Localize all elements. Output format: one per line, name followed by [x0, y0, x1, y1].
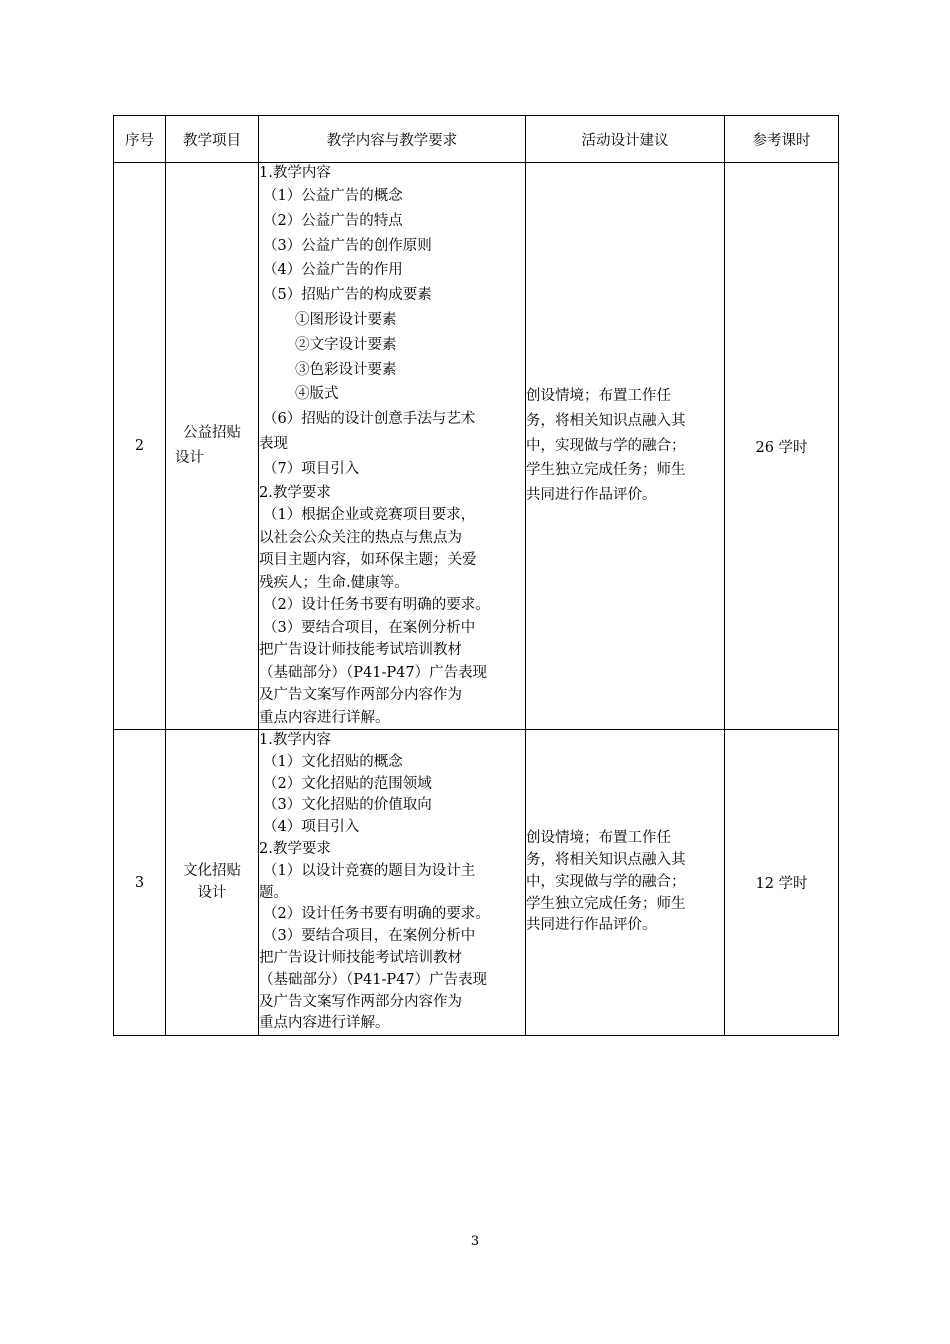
- content-line: （7）项目引入: [263, 460, 360, 477]
- content-line: （2）设计任务书要有明确的要求。: [263, 906, 490, 923]
- row-seq: 2: [114, 163, 166, 730]
- content-line: 以社会公众关注的热点与焦点为: [259, 529, 462, 546]
- content-line: 项目主题内容，如环保主题；关爱: [259, 552, 477, 569]
- activity-line: 共同进行作品评价。: [526, 917, 657, 934]
- content-line: （2）文化招贴的范围领域: [263, 775, 432, 792]
- content-line: 及广告文案写作两部分内容作为: [259, 993, 462, 1010]
- content-line: （3）要结合项目，在案例分析中: [263, 928, 476, 945]
- content-line: （2）设计任务书要有明确的要求。: [263, 597, 490, 614]
- content-line: （4）公益广告的作用: [263, 262, 403, 279]
- table-row: [114, 163, 839, 730]
- content-line: ②文字设计要素: [295, 336, 397, 353]
- project-line: 文化招贴: [183, 862, 241, 879]
- header-activity: 活动设计建议: [526, 116, 725, 163]
- content-line: 把广告设计师技能考试培训教材: [259, 642, 462, 659]
- content-line: （4）项目引入: [263, 819, 360, 836]
- activity-line: 中，实现做与学的融合；: [526, 437, 686, 454]
- header-seq: 序号: [114, 116, 166, 163]
- row-content: [259, 730, 526, 1036]
- activity-line: 学生独立完成任务；师生: [526, 462, 686, 479]
- syllabus-table: [113, 115, 839, 1036]
- row-hours: 26 学时: [725, 163, 839, 730]
- content-line: （3）要结合项目，在案例分析中: [263, 619, 476, 636]
- table-row: [114, 730, 839, 1036]
- project-line: 公益招贴: [183, 425, 241, 442]
- content-line: （2）公益广告的特点: [263, 212, 403, 229]
- content-line: （基础部分）（P41-P47）广告表现: [259, 664, 488, 681]
- content-line: （1）公益广告的概念: [263, 188, 403, 204]
- row-project: [166, 730, 259, 1036]
- content-line: 2.教学要求: [259, 841, 331, 858]
- content-line: 1.教学内容: [259, 732, 331, 749]
- content-line: ①图形设计要素: [295, 311, 397, 328]
- content-line: （5）招贴广告的构成要素: [263, 287, 432, 304]
- activity-line: 学生独立完成任务；师生: [526, 895, 686, 912]
- content-line: 残疾人；生命.健康等。: [259, 574, 409, 591]
- content-line: 及广告文案写作两部分内容作为: [259, 687, 462, 704]
- activity-line: 创设情境；布置工作任: [526, 388, 671, 405]
- header-project: 教学项目: [166, 116, 259, 163]
- row-seq: 3: [114, 730, 166, 1036]
- content-line: 重点内容进行详解。: [259, 1015, 390, 1032]
- row-content: [259, 163, 526, 730]
- activity-line: 务，将相关知识点融入其: [526, 412, 686, 429]
- activity-line: 共同进行作品评价。: [526, 487, 657, 504]
- content-line: （3）文化招贴的价值取向: [263, 797, 432, 814]
- content-line: 题。: [259, 884, 288, 901]
- content-line: （1）文化招贴的概念: [263, 753, 403, 770]
- project-line: 设计: [197, 884, 227, 901]
- content-line: （1）根据企业或竞赛项目要求，: [263, 507, 476, 524]
- project-line: 设计: [175, 450, 204, 467]
- row-activity: [526, 730, 725, 1036]
- content-line: 1.教学内容: [259, 165, 331, 181]
- content-line: ③色彩设计要素: [295, 361, 397, 378]
- content-line: ④版式: [295, 386, 339, 403]
- content-line: 表现: [259, 435, 288, 452]
- content-line: （1）以设计竞赛的题目为设计主: [263, 862, 476, 879]
- table-header-row: [114, 116, 839, 163]
- row-project: [166, 163, 259, 730]
- content-line: （基础部分）（P41-P47）广告表现: [259, 971, 488, 988]
- activity-line: 中，实现做与学的融合；: [526, 873, 686, 890]
- content-line: （3）公益广告的创作原则: [263, 237, 432, 254]
- activity-line: 创设情境；布置工作任: [526, 830, 671, 847]
- content-line: （6）招贴的设计创意手法与艺术: [263, 411, 476, 428]
- row-hours: 12 学时: [725, 730, 839, 1036]
- activity-line: 务，将相关知识点融入其: [526, 851, 686, 868]
- content-line: 2.教学要求: [259, 484, 331, 501]
- header-hours: 参考课时: [725, 116, 839, 163]
- content-line: 把广告设计师技能考试培训教材: [259, 950, 462, 967]
- header-content: 教学内容与教学要求: [259, 116, 526, 163]
- row-activity: [526, 163, 725, 730]
- content-line: 重点内容进行详解。: [259, 709, 390, 726]
- page-number: 3: [470, 1234, 480, 1249]
